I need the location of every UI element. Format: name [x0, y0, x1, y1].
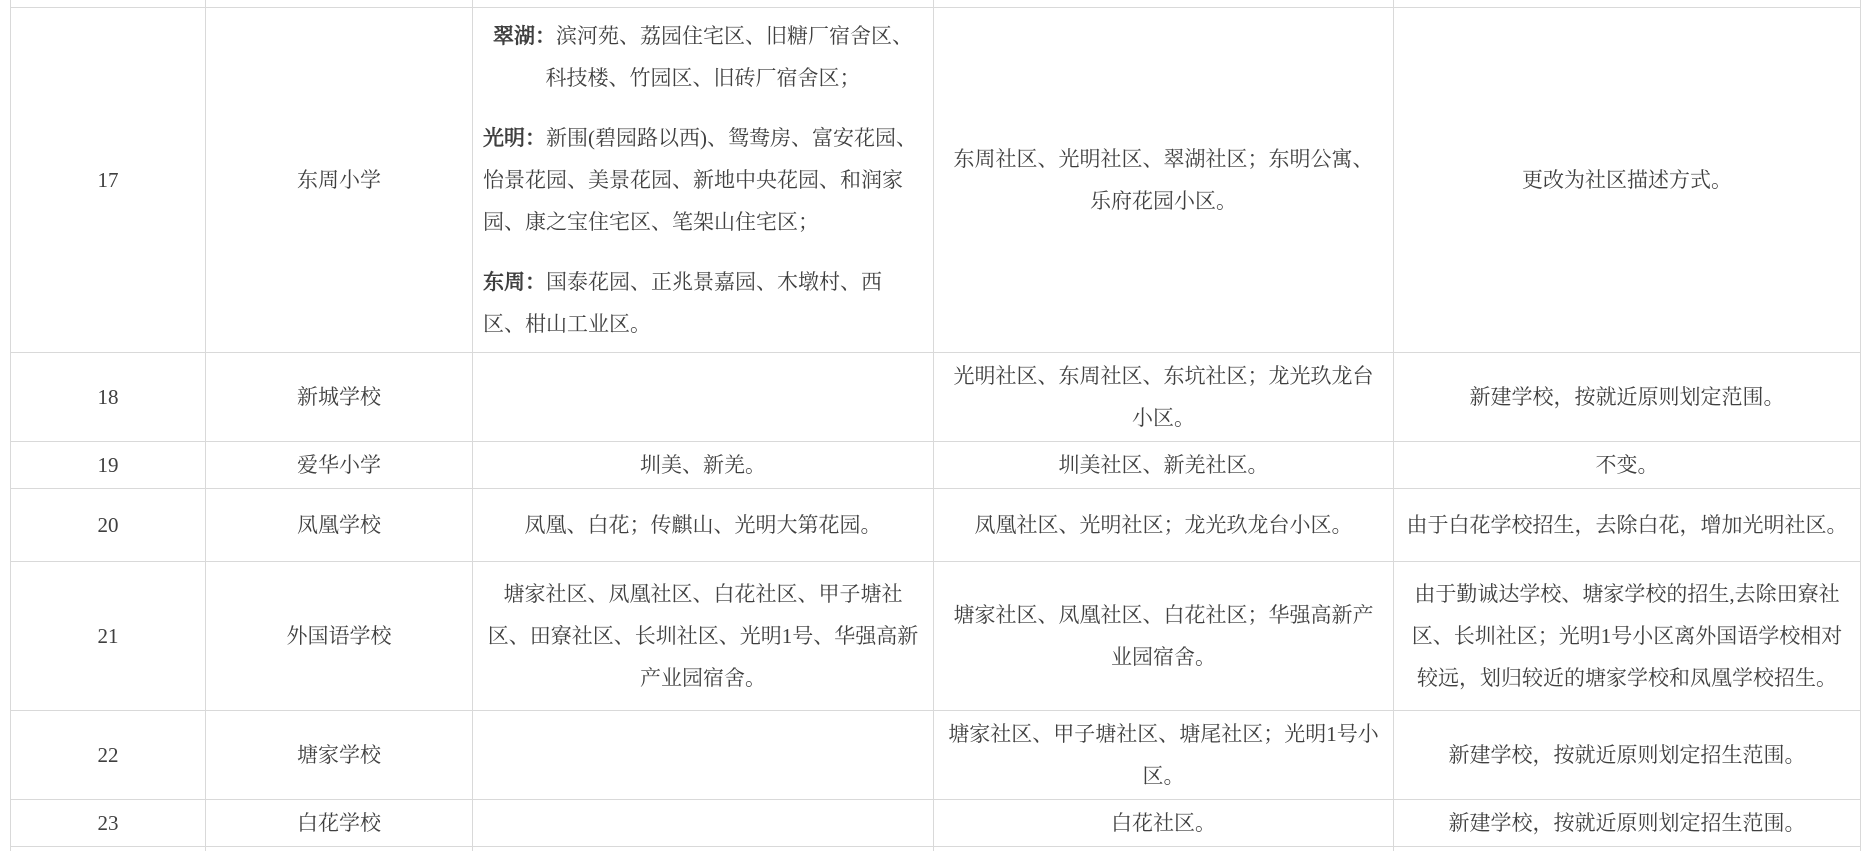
table-row — [11, 711, 1861, 800]
school-zoning-table — [10, 0, 1861, 851]
district-text: 国泰花园、正兆景嘉园、木墩村、西区、柑山工业区。 — [483, 270, 882, 336]
cell-new-enrollment-range: 塘家社区、甲子塘社区、塘尾社区；光明1号小区。 — [934, 711, 1394, 800]
cell-new-enrollment-range: 凤凰社区、光明社区；龙光玖龙台小区。 — [934, 489, 1394, 562]
old-range-paragraph — [483, 261, 923, 345]
cell-empty — [1394, 847, 1861, 851]
cell-new-enrollment-range: 白花社区。 — [934, 800, 1394, 847]
cell-change-note: 新建学校，按就近原则划定范围。 — [1394, 353, 1861, 442]
cell-row-number: 22 — [11, 711, 206, 800]
cell-school-name: 新城学校 — [206, 353, 473, 442]
cell-new-enrollment-range: 东周社区、光明社区、翠湖社区；东明公寓、乐府花园小区。 — [934, 8, 1394, 353]
district-text: 滨河苑、荔园住宅区、旧糖厂宿舍区、科技楼、竹园区、旧砖厂宿舍区； — [546, 24, 914, 90]
table-row-partial — [11, 847, 1861, 851]
cell-row-number: 19 — [11, 442, 206, 489]
cell-row-number: 21 — [11, 562, 206, 711]
cell-old-enrollment-range: 塘家社区、凤凰社区、白花社区、甲子塘社区、田寮社区、长圳社区、光明1号、华强高新产业园宿舍。 — [473, 562, 934, 711]
cell-school-name: 凤凰学校 — [206, 489, 473, 562]
cell-new-enrollment-range: 光明社区、东周社区、东坑社区；龙光玖龙台小区。 — [934, 353, 1394, 442]
district-text: 新围(碧园路以西)、鸳鸯房、富安花园、怡景花园、美景花园、新地中央花园、和润家园、康之宝住宅区、笔架山住宅区； — [483, 126, 917, 234]
table-row — [11, 562, 1861, 711]
cell-old-enrollment-range — [473, 8, 934, 353]
table-body — [11, 8, 1861, 847]
table-row — [11, 8, 1861, 353]
table-row — [11, 489, 1861, 562]
cell-school-name: 爱华小学 — [206, 442, 473, 489]
cell-empty — [206, 0, 473, 8]
cell-change-note: 由于白花学校招生，去除白花，增加光明社区。 — [1394, 489, 1861, 562]
cell-old-enrollment-range — [473, 800, 934, 847]
district-label: 东周： — [483, 270, 546, 294]
cutoff-row-top — [11, 0, 1861, 8]
cell-row-number: 23 — [11, 800, 206, 847]
old-range-paragraph — [483, 15, 923, 99]
cell-change-note: 不变。 — [1394, 442, 1861, 489]
cell-change-note: 由于勤诚达学校、塘家学校的招生,去除田寮社区、长圳社区；光明1号小区离外国语学校相对较远，划归较近的塘家学校和凤凰学校招生。 — [1394, 562, 1861, 711]
cell-empty — [11, 847, 206, 851]
cell-old-enrollment-range — [473, 711, 934, 800]
cell-empty — [473, 847, 934, 851]
cell-empty — [934, 847, 1394, 851]
district-label: 翠湖： — [493, 24, 556, 48]
cell-new-enrollment-range: 塘家社区、凤凰社区、白花社区；华强高新产业园宿舍。 — [934, 562, 1394, 711]
cell-empty — [11, 0, 206, 8]
cell-empty — [473, 0, 934, 8]
cell-row-number: 17 — [11, 8, 206, 353]
cell-new-enrollment-range: 圳美社区、新羌社区。 — [934, 442, 1394, 489]
cell-old-enrollment-range — [473, 353, 934, 442]
cell-row-number: 18 — [11, 353, 206, 442]
table-row — [11, 353, 1861, 442]
cell-row-number: 20 — [11, 489, 206, 562]
cell-change-note: 新建学校，按就近原则划定招生范围。 — [1394, 711, 1861, 800]
cell-change-note: 新建学校，按就近原则划定招生范围。 — [1394, 800, 1861, 847]
district-label: 光明： — [483, 126, 546, 150]
table-row — [11, 800, 1861, 847]
cell-empty — [934, 0, 1394, 8]
cell-school-name: 塘家学校 — [206, 711, 473, 800]
cell-school-name: 东周小学 — [206, 8, 473, 353]
table-row — [11, 442, 1861, 489]
cell-school-name: 外国语学校 — [206, 562, 473, 711]
old-range-paragraph — [483, 117, 923, 243]
cell-old-enrollment-range: 圳美、新羌。 — [473, 442, 934, 489]
cell-school-name: 白花学校 — [206, 800, 473, 847]
cutoff-row-bottom — [11, 847, 1861, 851]
cell-old-enrollment-range: 凤凰、白花；传麒山、光明大第花园。 — [473, 489, 934, 562]
table-row-partial — [11, 0, 1861, 8]
cell-empty — [206, 847, 473, 851]
cell-empty — [1394, 0, 1861, 8]
cell-change-note: 更改为社区描述方式。 — [1394, 8, 1861, 353]
